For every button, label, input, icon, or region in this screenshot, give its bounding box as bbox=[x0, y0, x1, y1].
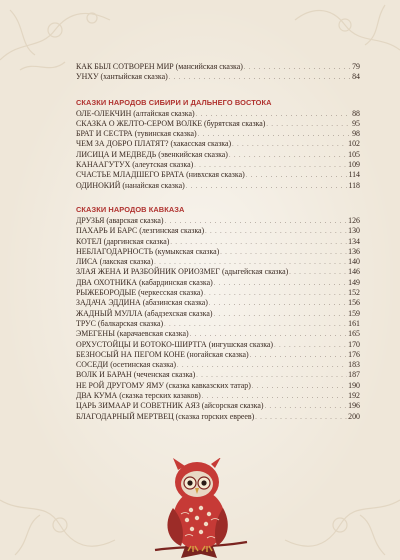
toc-entry[interactable] bbox=[76, 370, 360, 380]
section-heading: СКАЗКИ НАРОДОВ КАВКАЗА bbox=[76, 204, 185, 214]
entry-title: БРАТ И СЕСТРА (тувинская сказка) bbox=[76, 129, 197, 139]
toc-entry[interactable] bbox=[76, 129, 360, 139]
entry-page-number: 95 bbox=[352, 118, 360, 128]
section-heading: СКАЗКИ НАРОДОВ СИБИРИ И ДАЛЬНЕГО ВОСТОКА bbox=[76, 97, 272, 107]
entry-page-number: 105 bbox=[348, 149, 360, 159]
entry-title: КАНААГУТУХ (алеутская сказка) bbox=[76, 160, 194, 170]
entry-title: БЛАГОДАРНЫЙ МЕРТВЕЦ (сказка горских евреев) bbox=[76, 411, 255, 421]
toc-entry[interactable] bbox=[76, 109, 360, 119]
toc-entry[interactable] bbox=[76, 329, 360, 339]
dot-leader bbox=[220, 248, 347, 258]
entry-page-number: 140 bbox=[348, 257, 360, 267]
entry-page-number: 102 bbox=[348, 139, 360, 149]
entry-title: ВОЛК И БАРАН (чеченская сказка) bbox=[76, 370, 196, 380]
dot-leader bbox=[164, 320, 347, 330]
entry-page-number: 88 bbox=[352, 108, 360, 118]
table-of-contents bbox=[76, 62, 360, 422]
toc-entry[interactable] bbox=[76, 309, 360, 319]
entry-page-number: 200 bbox=[348, 411, 360, 421]
toc-entry[interactable] bbox=[76, 288, 360, 298]
dot-leader bbox=[246, 171, 348, 181]
intro-section bbox=[76, 62, 360, 83]
toc-entry[interactable] bbox=[76, 150, 360, 160]
bottom-left-floral-ornament bbox=[0, 470, 120, 560]
entry-page-number: 165 bbox=[348, 329, 360, 339]
entry-page-number: 134 bbox=[348, 236, 360, 246]
entry-title: ЖАДНЫЙ МУЛЛА (абадзехская сказка) bbox=[76, 308, 213, 318]
toc-entry[interactable] bbox=[76, 267, 360, 277]
entry-page-number: 136 bbox=[348, 246, 360, 256]
entry-title: ЧЕМ ЗА ДОБРО ПЛАТЯТ? (хакасская сказка) bbox=[76, 139, 232, 149]
dot-leader bbox=[186, 182, 348, 192]
entry-page-number: 126 bbox=[348, 215, 360, 225]
toc-entry[interactable] bbox=[76, 119, 360, 129]
toc-entry[interactable] bbox=[76, 216, 360, 226]
toc-entry[interactable] bbox=[76, 360, 360, 370]
entry-page-number: 98 bbox=[352, 129, 360, 139]
caucasus-section bbox=[76, 205, 360, 422]
toc-entry[interactable] bbox=[76, 181, 360, 191]
toc-entry[interactable] bbox=[76, 72, 360, 82]
entry-title: НЕБЛАГОДАРНОСТЬ (кумыкская сказка) bbox=[76, 246, 220, 256]
toc-entry[interactable] bbox=[76, 381, 360, 391]
entry-page-number: 79 bbox=[352, 62, 360, 71]
owl-illustration bbox=[151, 458, 249, 560]
entry-page-number: 146 bbox=[348, 267, 360, 277]
entry-title: ЛИСИЦА И МЕДВЕДЬ (эвенкийская сказка) bbox=[76, 149, 228, 159]
dot-leader bbox=[209, 299, 347, 309]
dot-leader bbox=[250, 351, 347, 361]
entry-title: ЗАДАЧА ЭДДИНА (абазинская сказка) bbox=[76, 298, 208, 308]
entry-page-number: 84 bbox=[352, 72, 360, 82]
entry-page-number: 170 bbox=[348, 339, 360, 349]
dot-leader bbox=[205, 227, 347, 237]
dot-leader bbox=[229, 151, 347, 161]
entry-title: ДВА ОХОТНИКА (кабардинская сказка) bbox=[76, 277, 213, 287]
entry-title: РЫЖЕБОРОДЫЕ (черкесская сказка) bbox=[76, 288, 204, 298]
toc-entry[interactable] bbox=[76, 62, 360, 72]
dot-leader bbox=[252, 382, 347, 392]
dot-leader bbox=[213, 310, 347, 320]
toc-entry[interactable] bbox=[76, 298, 360, 308]
siberia-section bbox=[76, 98, 360, 191]
entry-title: БЕЗНОСЫЙ НА ПЕГОМ КОНЕ (ногайская сказка) bbox=[76, 349, 249, 359]
entry-title: ПАХАРЬ И БАРС (лезгинская сказка) bbox=[76, 226, 205, 236]
entry-title: КОТЕЛ (даргинская сказка) bbox=[76, 236, 170, 246]
entry-page-number: 161 bbox=[348, 318, 360, 328]
toc-entry[interactable] bbox=[76, 247, 360, 257]
toc-entry[interactable] bbox=[76, 160, 360, 170]
dot-leader bbox=[244, 63, 351, 73]
dot-leader bbox=[204, 289, 347, 299]
dot-leader bbox=[255, 413, 347, 423]
entry-page-number: 187 bbox=[348, 370, 360, 380]
dot-leader bbox=[266, 120, 351, 130]
dot-leader bbox=[177, 361, 347, 371]
entry-page-number: 176 bbox=[348, 349, 360, 359]
toc-entry[interactable] bbox=[76, 257, 360, 267]
entry-title: УНХУ (хантыйская сказка) bbox=[76, 72, 168, 82]
entry-page-number: 149 bbox=[348, 277, 360, 287]
entry-page-number: 152 bbox=[348, 288, 360, 298]
entry-title: ЗЛАЯ ЖЕНА И РАЗБОЙНИК ОРИОЗМЕГ (адыгейская сказка) bbox=[76, 267, 289, 277]
entry-title: ДВА КУМА (сказка терских казаков) bbox=[76, 391, 201, 401]
entry-title: НЕ РОЙ ДРУГОМУ ЯМУ (сказка кавказских татар) bbox=[76, 380, 251, 390]
toc-entry[interactable] bbox=[76, 139, 360, 149]
toc-entry[interactable] bbox=[76, 319, 360, 329]
entry-page-number: 114 bbox=[348, 170, 360, 180]
entry-title: ТРУС (балкарская сказка) bbox=[76, 318, 164, 328]
entry-page-number: 109 bbox=[348, 160, 360, 170]
entry-page-number: 118 bbox=[348, 180, 360, 190]
entry-title: СОСЕДИ (осетинская сказка) bbox=[76, 360, 176, 370]
toc-entry[interactable] bbox=[76, 412, 360, 422]
entry-title: СКАЗКА О ЖЕЛТО-СЕРОМ ВОЛКЕ (бурятская сказка) bbox=[76, 118, 266, 128]
dot-leader bbox=[265, 402, 348, 412]
entry-title: ОДИНОКИЙ (нанайская сказка) bbox=[76, 180, 185, 190]
dot-leader bbox=[274, 341, 347, 351]
toc-entry[interactable] bbox=[76, 340, 360, 350]
entry-page-number: 159 bbox=[348, 308, 360, 318]
toc-entry[interactable] bbox=[76, 226, 360, 236]
entry-title: ЭМЕГЕНЫ (карачаевская сказка) bbox=[76, 329, 189, 339]
entry-title: ОЛЕ-ОЛЕКЧИН (алтайская сказка) bbox=[76, 108, 195, 118]
dot-leader bbox=[232, 140, 347, 150]
entry-title: КАК БЫЛ СОТВОРЕН МИР (мансийская сказка) bbox=[76, 62, 243, 71]
entry-title: ЛИСА (лакская сказка) bbox=[76, 257, 154, 267]
entry-page-number: 196 bbox=[348, 401, 360, 411]
entry-title: ЦАРЬ ЗИМААР И СОВЕТНИК АЯЗ (айсорская сказка) bbox=[76, 401, 264, 411]
toc-entry[interactable] bbox=[76, 350, 360, 360]
toc-entry[interactable] bbox=[76, 237, 360, 247]
toc-entry[interactable] bbox=[76, 170, 360, 180]
entry-page-number: 190 bbox=[348, 380, 360, 390]
entry-title: СЧАСТЬЕ МЛАДШЕГО БРАТА (нивхская сказка) bbox=[76, 170, 245, 180]
dot-leader bbox=[169, 73, 351, 83]
entry-page-number: 183 bbox=[348, 360, 360, 370]
entry-page-number: 130 bbox=[348, 226, 360, 236]
toc-entry[interactable] bbox=[76, 401, 360, 411]
toc-entry[interactable] bbox=[76, 391, 360, 401]
bottom-right-floral-ornament bbox=[280, 470, 400, 560]
entry-title: ДРУЗЬЯ (аварская сказка) bbox=[76, 215, 164, 225]
dot-leader bbox=[289, 268, 347, 278]
toc-entry[interactable] bbox=[76, 278, 360, 288]
entry-page-number: 156 bbox=[348, 298, 360, 308]
entry-page-number: 192 bbox=[348, 391, 360, 401]
entry-title: ОРХУСТОЙЦЫ И БОТОКО-ШИРТГА (ингушская сказка) bbox=[76, 339, 274, 349]
dot-leader bbox=[214, 279, 347, 289]
